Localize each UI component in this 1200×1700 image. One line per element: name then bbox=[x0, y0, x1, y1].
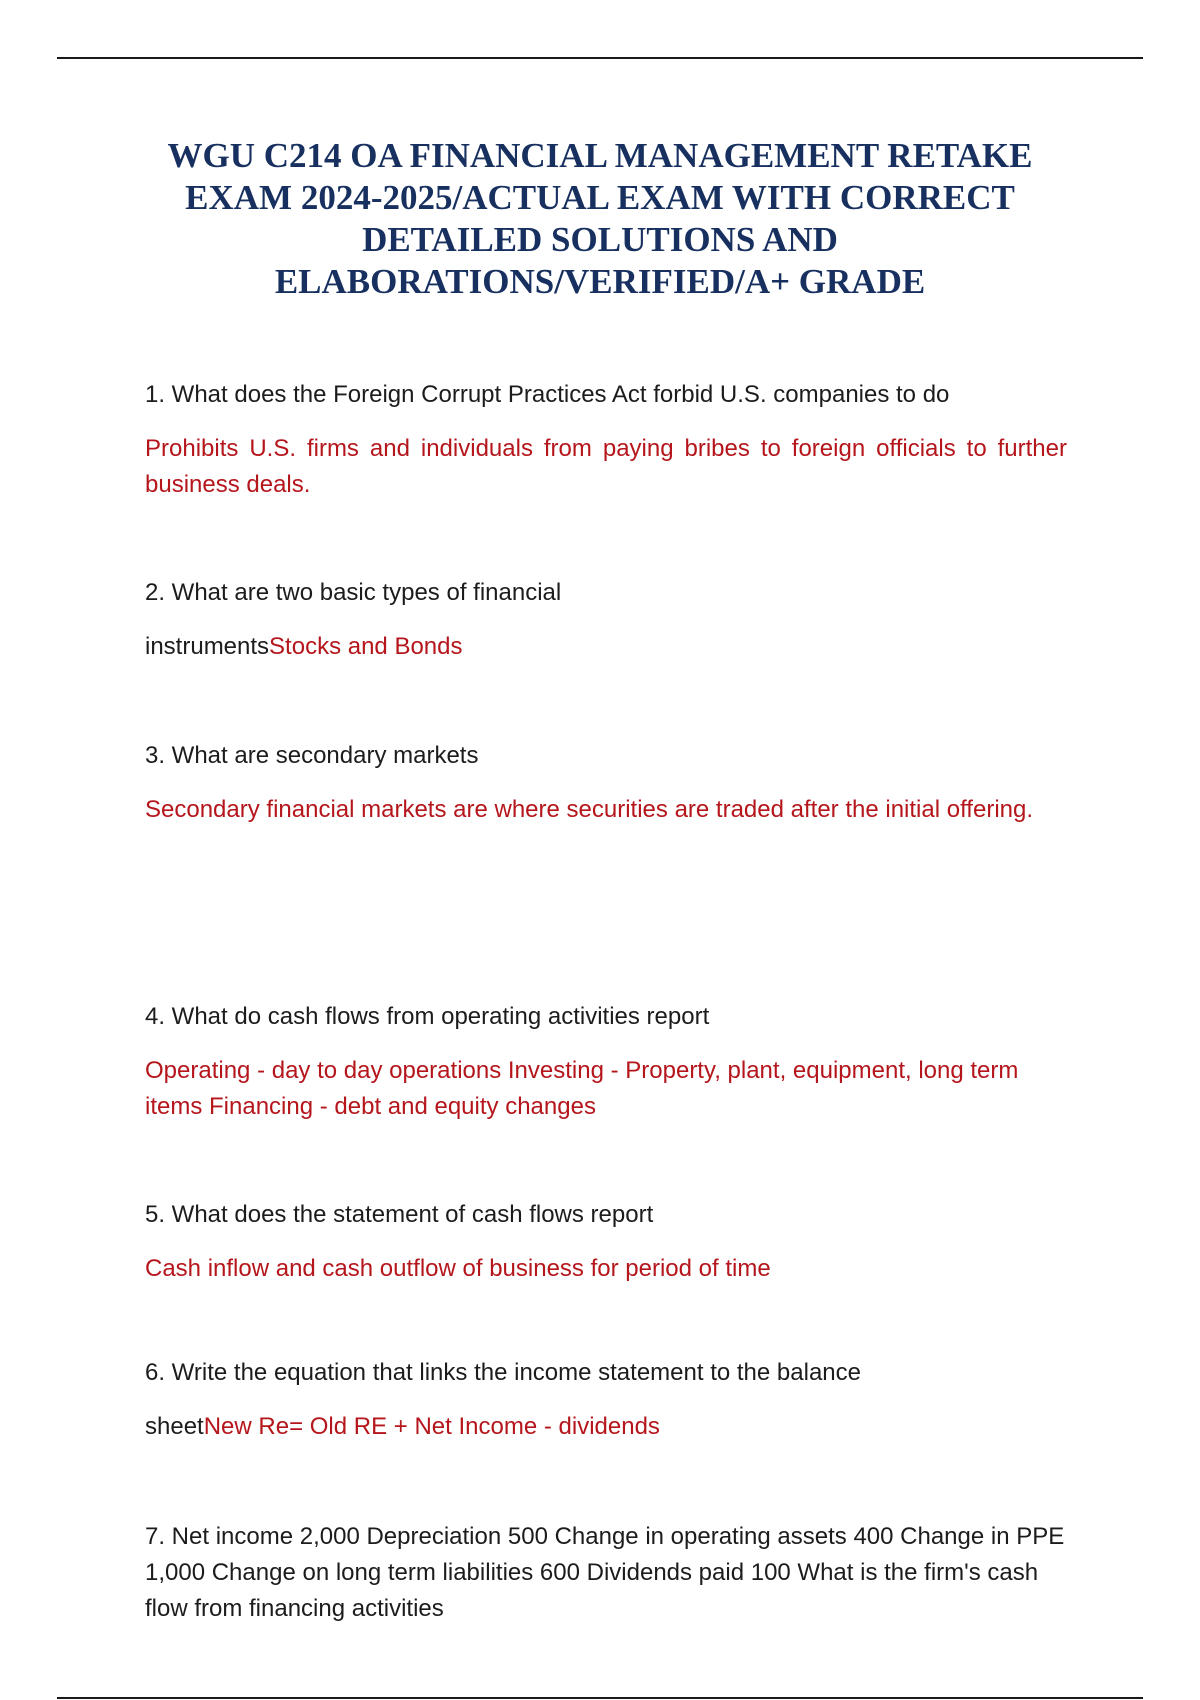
top-rule bbox=[57, 57, 1143, 59]
title-line: EXAM 2024-2025/ACTUAL EXAM WITH CORRECT bbox=[185, 178, 1015, 217]
answer-6-line bbox=[145, 1409, 1067, 1445]
answer-2-prefix: instruments bbox=[145, 633, 270, 660]
question-2: 2. What are two basic types of financial bbox=[145, 579, 562, 606]
bottom-rule bbox=[57, 1697, 1143, 1699]
answer-1: Prohibits U.S. firms and individuals from paying bribes to foreign officials to further business deals. bbox=[145, 435, 1067, 498]
answer-6: New Re= Old RE + Net Income - dividends bbox=[203, 1413, 660, 1440]
question-4: 4. What do cash flows from operating activities report bbox=[145, 1003, 710, 1030]
qa-item-6 bbox=[145, 1355, 1067, 1445]
qa-item-3 bbox=[145, 738, 1067, 828]
qa-item-1 bbox=[145, 377, 1067, 503]
title-line: DETAILED SOLUTIONS AND bbox=[362, 220, 838, 259]
answer-4: Operating - day to day operations Investing - Property, plant, equipment, long term items Financing - debt and equity changes bbox=[145, 1057, 1019, 1120]
question-3: 3. What are secondary markets bbox=[145, 742, 479, 769]
qa-item-4 bbox=[145, 999, 1067, 1125]
question-7: 7. Net income 2,000 Depreciation 500 Change in operating assets 400 Change in PPE 1,000 Change on long term liabilities 600 Dividends paid 100 What is the firm's cash flow from financing activities bbox=[145, 1523, 1065, 1622]
answer-2: Stocks and Bonds bbox=[269, 633, 463, 660]
question-1: 1. What does the Foreign Corrupt Practices Act forbid U.S. companies to do bbox=[145, 381, 950, 408]
qa-item-2 bbox=[145, 575, 1067, 665]
title-line: ELABORATIONS/VERIFIED/A+ GRADE bbox=[274, 262, 926, 301]
document-title bbox=[130, 135, 1070, 303]
question-5: 5. What does the statement of cash flows report bbox=[145, 1201, 654, 1228]
answer-5: Cash inflow and cash outflow of business for period of time bbox=[145, 1255, 771, 1282]
qa-item-5 bbox=[145, 1197, 1067, 1287]
question-6: 6. Write the equation that links the income statement to the balance bbox=[145, 1359, 861, 1386]
title-line: WGU C214 OA FINANCIAL MANAGEMENT RETAKE bbox=[167, 136, 1033, 175]
answer-3: Secondary financial markets are where securities are traded after the initial offering. bbox=[145, 796, 1034, 823]
answer-2-line bbox=[145, 629, 1067, 665]
answer-6-prefix: sheet bbox=[145, 1413, 204, 1440]
qa-item-7 bbox=[145, 1519, 1067, 1627]
